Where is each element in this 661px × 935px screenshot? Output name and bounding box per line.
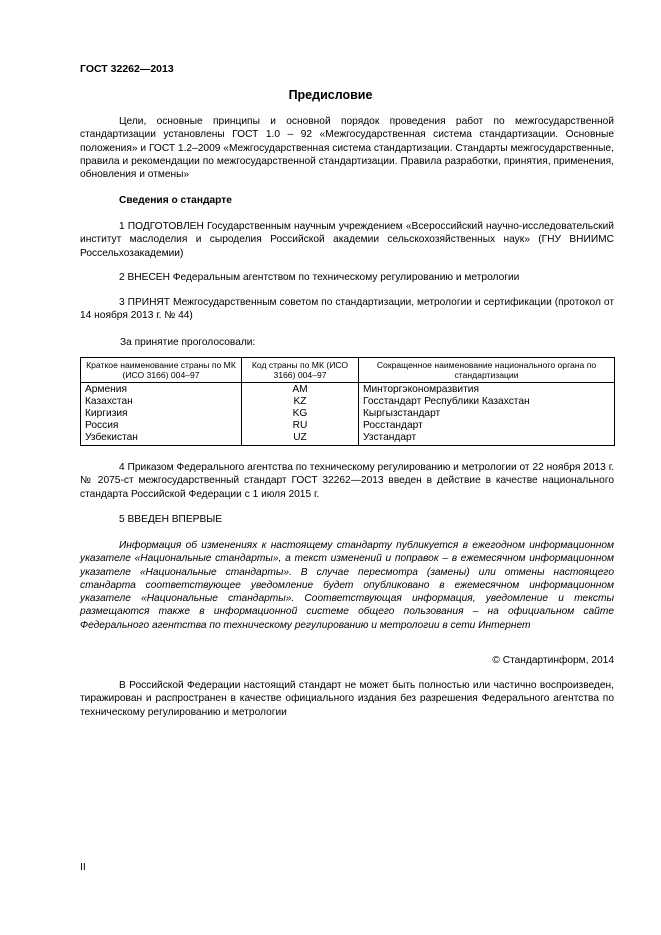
table-cell-country: Киргизия [81,408,242,420]
page-number: II [80,861,86,873]
column-header-country: Краткое наименование страны по МК (ИСО 3166) 004–97 [81,358,242,383]
item-1-paragraph: 1 ПОДГОТОВЛЕН Государственным научным учреждением «Всероссийский научно-исследовательский институт маслоделия и сыроделия Российской академии сельскохозяйственных наук» (ГНУ ВНИИМС Россельхозакадемии) [80,221,614,259]
voting-table [80,357,615,446]
item-2-paragraph: 2 ВНЕСЕН Федеральным агентством по техническому регулированию и метрологии [119,272,520,283]
item-3-paragraph: 3 ПРИНЯТ Межгосударственным советом по стандартизации, метрологии и сертификации (протокол от 14 ноября 2013 г. № 44) [80,297,614,322]
voted-label: За принятие проголосовали: [120,337,256,348]
table-cell-code: RU [242,420,359,432]
intro-paragraph: Цели, основные принципы и основной порядок проведения работ по межгосударственной стандартизации установлены ГОСТ 1.0 – 92 «Межгосударственная система стандартизации. Основные положения» и ГОСТ 1.2–2009 «Межгосударственная система стандартизации. Стандарты межгосударственные, правила и рекомендации по межгосударственной стандартизации. Правила разработки, принятия, применения, обновления и отмены» [80,116,614,181]
column-header-body: Сокращенное наименование национального органа по стандартизации [359,358,615,383]
item-5-paragraph: 5 ВВЕДЕН ВПЕРВЫЕ [119,514,223,525]
copyright-line: © Стандартинформ, 2014 [492,655,614,666]
table-cell-body: Госстандарт Республики Казахстан [359,396,615,408]
table-header-row [81,358,615,383]
table-cell-country: Армения [81,383,242,397]
restriction-paragraph: В Российской Федерации настоящий стандарт не может быть полностью или частично воспроизведен, тиражирован и распространен в качестве официального издания без разрешения Федерального агентства по техническому регулированию и метрологии [80,680,614,718]
table-cell-code: AM [242,383,359,397]
column-header-code: Код страны по МК (ИСО 3166) 004–97 [242,358,359,383]
table-cell-country: Россия [81,420,242,432]
document-code-header: ГОСТ 32262—2013 [80,63,174,75]
table-cell-body: Росстандарт [359,420,615,432]
notice-paragraph: Информация об изменениях к настоящему стандарту публикуется в ежегодном информационном указателе «Национальные стандарты», а текст изменений и поправок – в ежемесячном информационном указателе «Национальные стандарты». В случае пересмотра (замены) или отмены настоящего стандарта соответствующее уведомление будет опубликовано в ежемесячном информационном указателе «Национальные стандарты». Соответствующая информация, уведомление и тексты размещаются также в информационной системе общего пользования – на официальном сайте Федерального агентства по техническому регулированию и метрологии в сети Интернет [80,540,614,631]
table-cell-code: KZ [242,396,359,408]
item-4-paragraph: 4 Приказом Федерального агентства по техническому регулированию и метрологии от 22 ноября 2013 г. № 2075-ст межгосударственный стандарт ГОСТ 32262—2013 введен в действие в качестве национального стандарта Российской Федерации с 1 июля 2015 г. [80,462,614,500]
table-cell-body: Кыргызстандарт [359,408,615,420]
table-cell-body: Узстандарт [359,432,615,446]
table-row [81,408,615,420]
table-row [81,383,615,397]
table-cell-country: Узбекистан [81,432,242,446]
table-row [81,432,615,446]
table-cell-code: KG [242,408,359,420]
table-cell-code: UZ [242,432,359,446]
table-cell-country: Казахстан [81,396,242,408]
table-row [81,396,615,408]
table-cell-body: Минторгэкономразвития [359,383,615,397]
page-title: Предисловие [288,88,373,102]
table-row [81,420,615,432]
section-heading: Сведения о стандарте [119,195,232,206]
